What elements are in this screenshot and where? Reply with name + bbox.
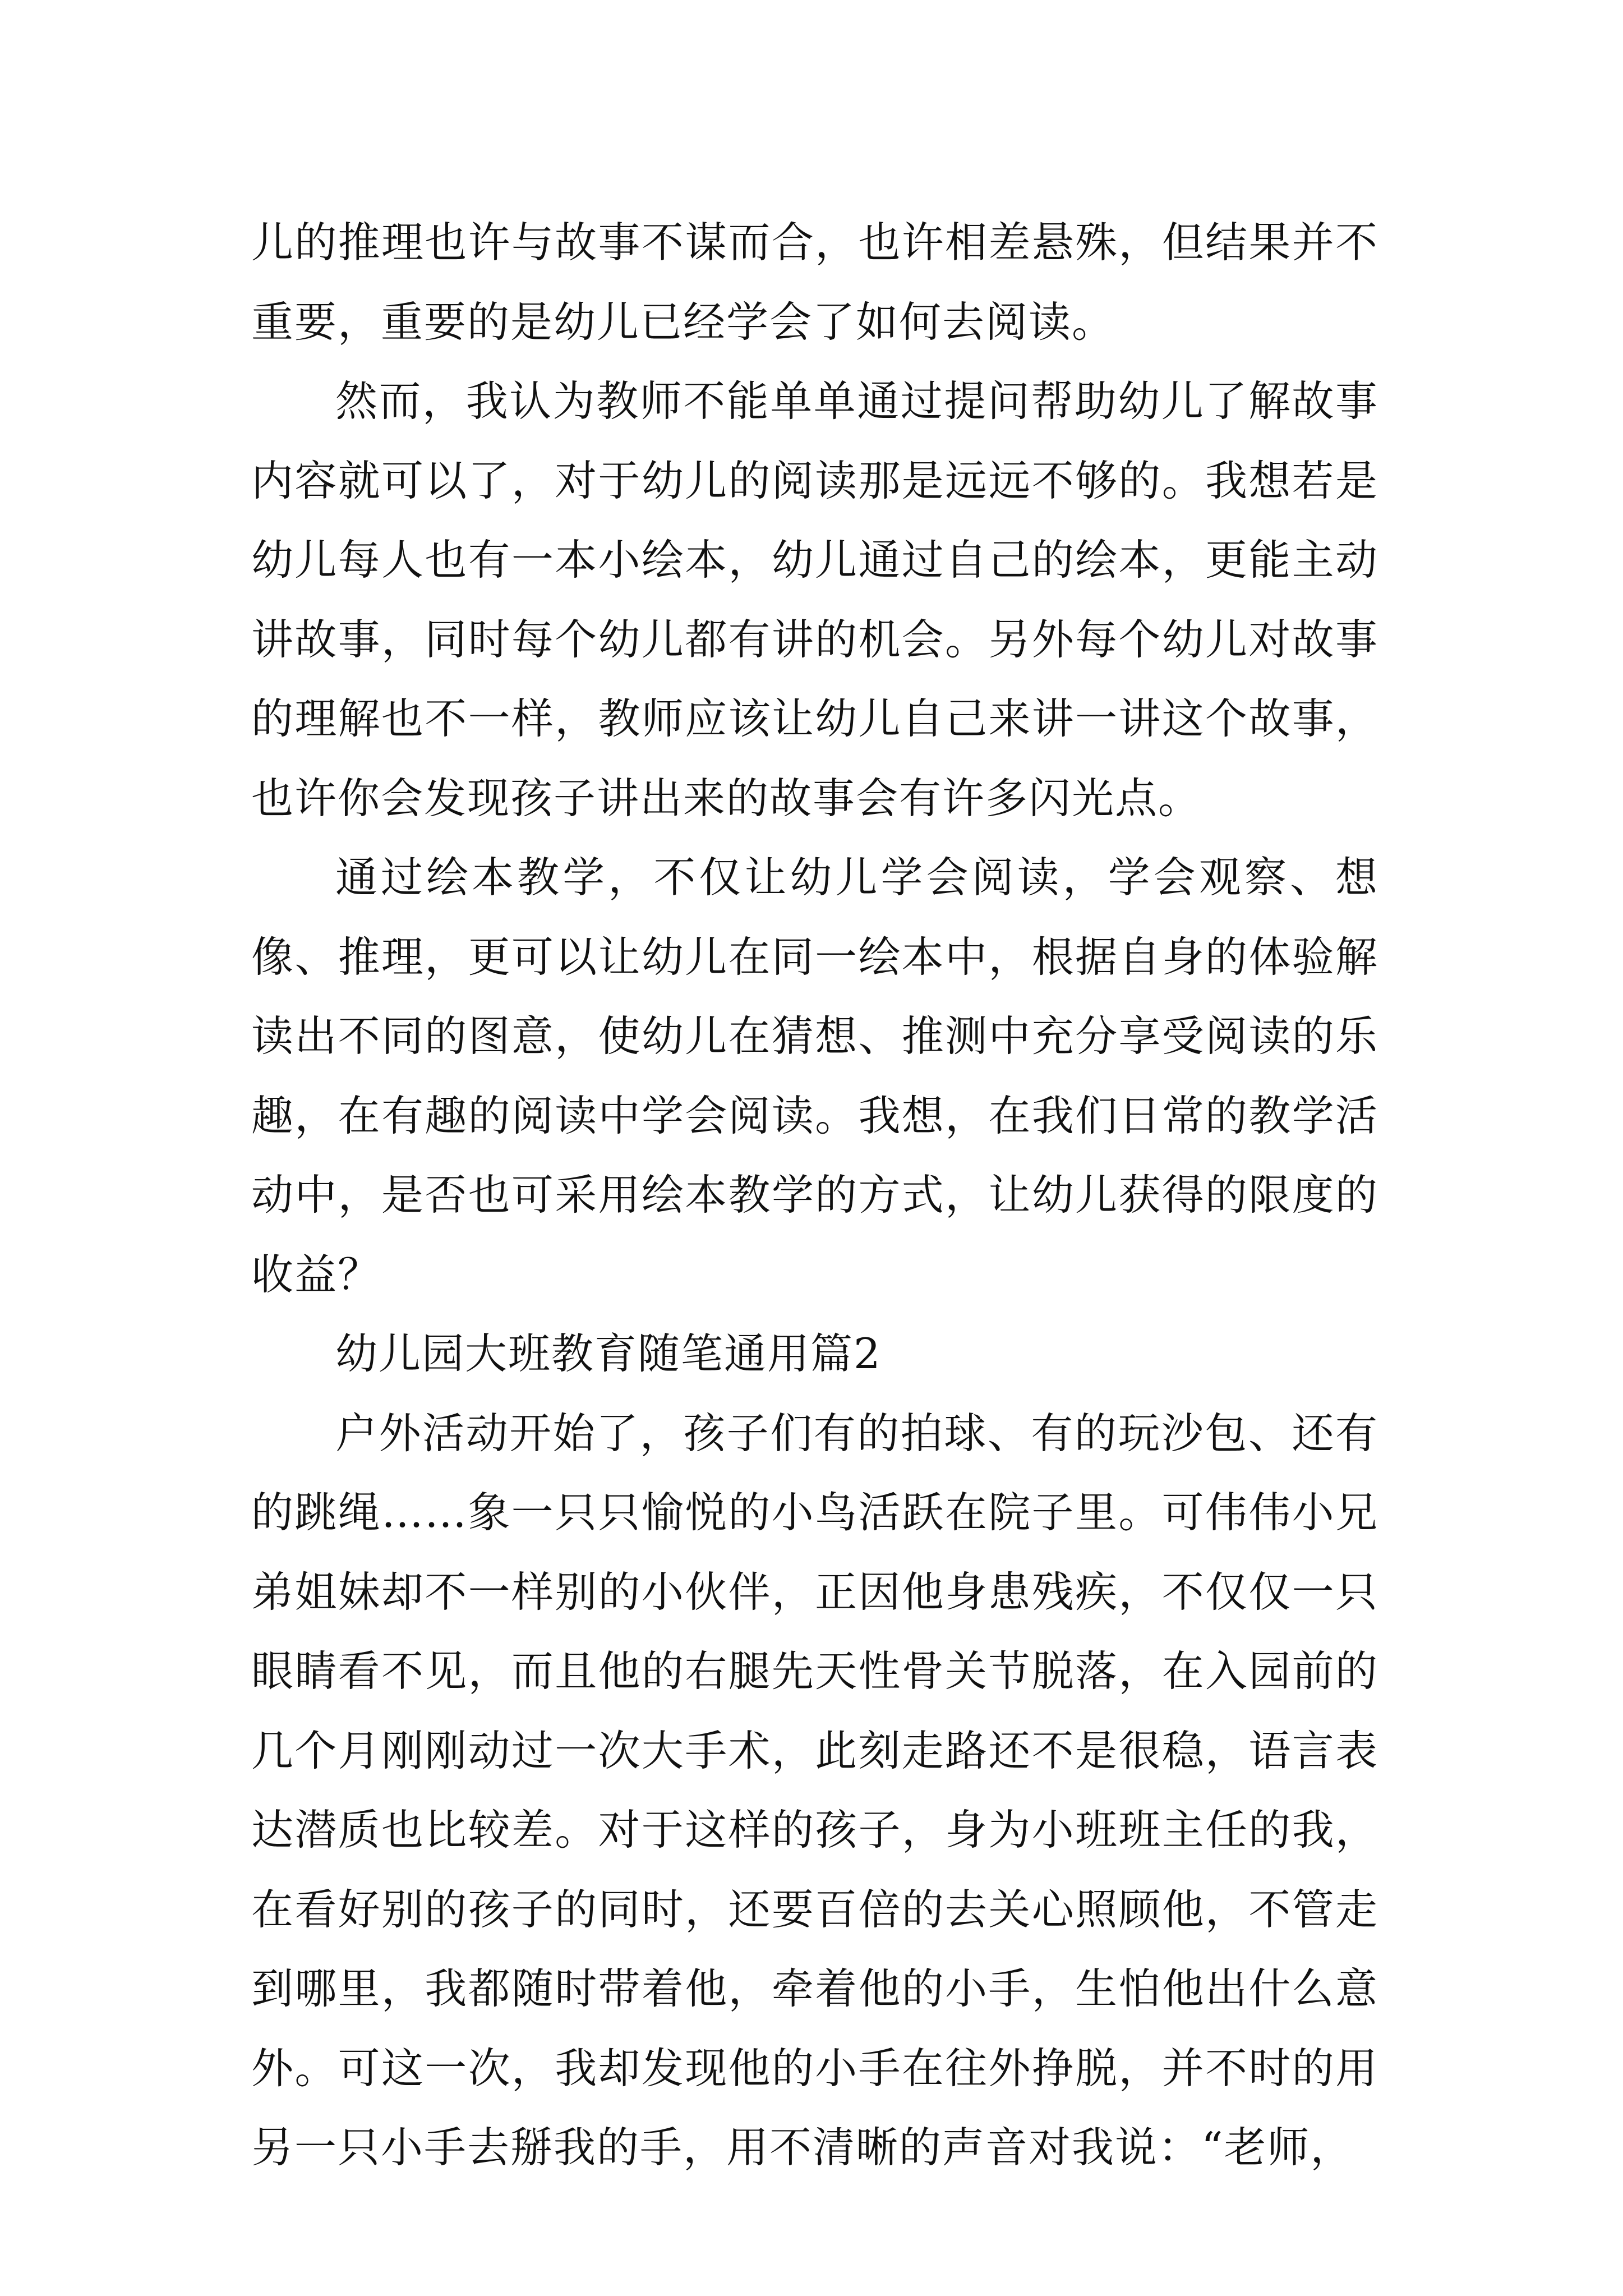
paragraph: 户外活动开始了，孩子们有的拍球、有的玩沙包、还有的跳绳……象一只只愉悦的小鸟活跃在院子里。可伟伟小兄弟姐妹却不一样别的小伙伴，正因他身患残疾，不仅仅一只眼睛看不见，而且他的右腿先天性骨关节脱落，在入园前的几个月刚刚动过一次大手术，此刻走路还不是很稳，语言表达潜质也比较差。对于这样的孩子，身为小班班主任的我，在看好别的孩子的同时，还要百倍的去关心照顾他，不管走到哪里，我都随时带着他，牵着他的小手，生怕他出什么意外。可这一次，我却发现他的小手在往外挣脱，并不时的用另一只小手去掰我的手，用不清晰的声音对我说：“老师， — [251, 1408, 1378, 2172]
paragraph: 通过绘本教学，不仅让幼儿学会阅读，学会观察、想像、推理，更可以让幼儿在同一绘本中，根据自身的体验解读出不同的图意，使幼儿在猜想、推测中充分享受阅读的乐趣，在有趣的阅读中学会阅读。我想，在我们日常的教学活动中，是否也可采用绘本教学的方式，让幼儿获得的限度的收益？ — [251, 853, 1378, 1299]
section-heading: 幼儿园大班教育随笔通用篇2 — [335, 1329, 882, 1378]
document-body — [251, 203, 1378, 2188]
paragraph: 然而，我认为教师不能单单通过提问帮助幼儿了解故事内容就可以了，对于幼儿的阅读那是远远不够的。我想若是幼儿每人也有一本小绘本，幼儿通过自己的绘本，更能主动讲故事，同时每个幼儿都有讲的机会。另外每个幼儿对故事的理解也不一样，教师应该让幼儿自己来讲一讲这个故事，也许你会发现孩子讲出来的故事会有许多闪光点。 — [251, 376, 1378, 823]
paragraph-continued: 儿的推理也许与故事不谋而合，也许相差悬殊，但结果并不重要，重要的是幼儿已经学会了如何去阅读。 — [251, 218, 1378, 347]
